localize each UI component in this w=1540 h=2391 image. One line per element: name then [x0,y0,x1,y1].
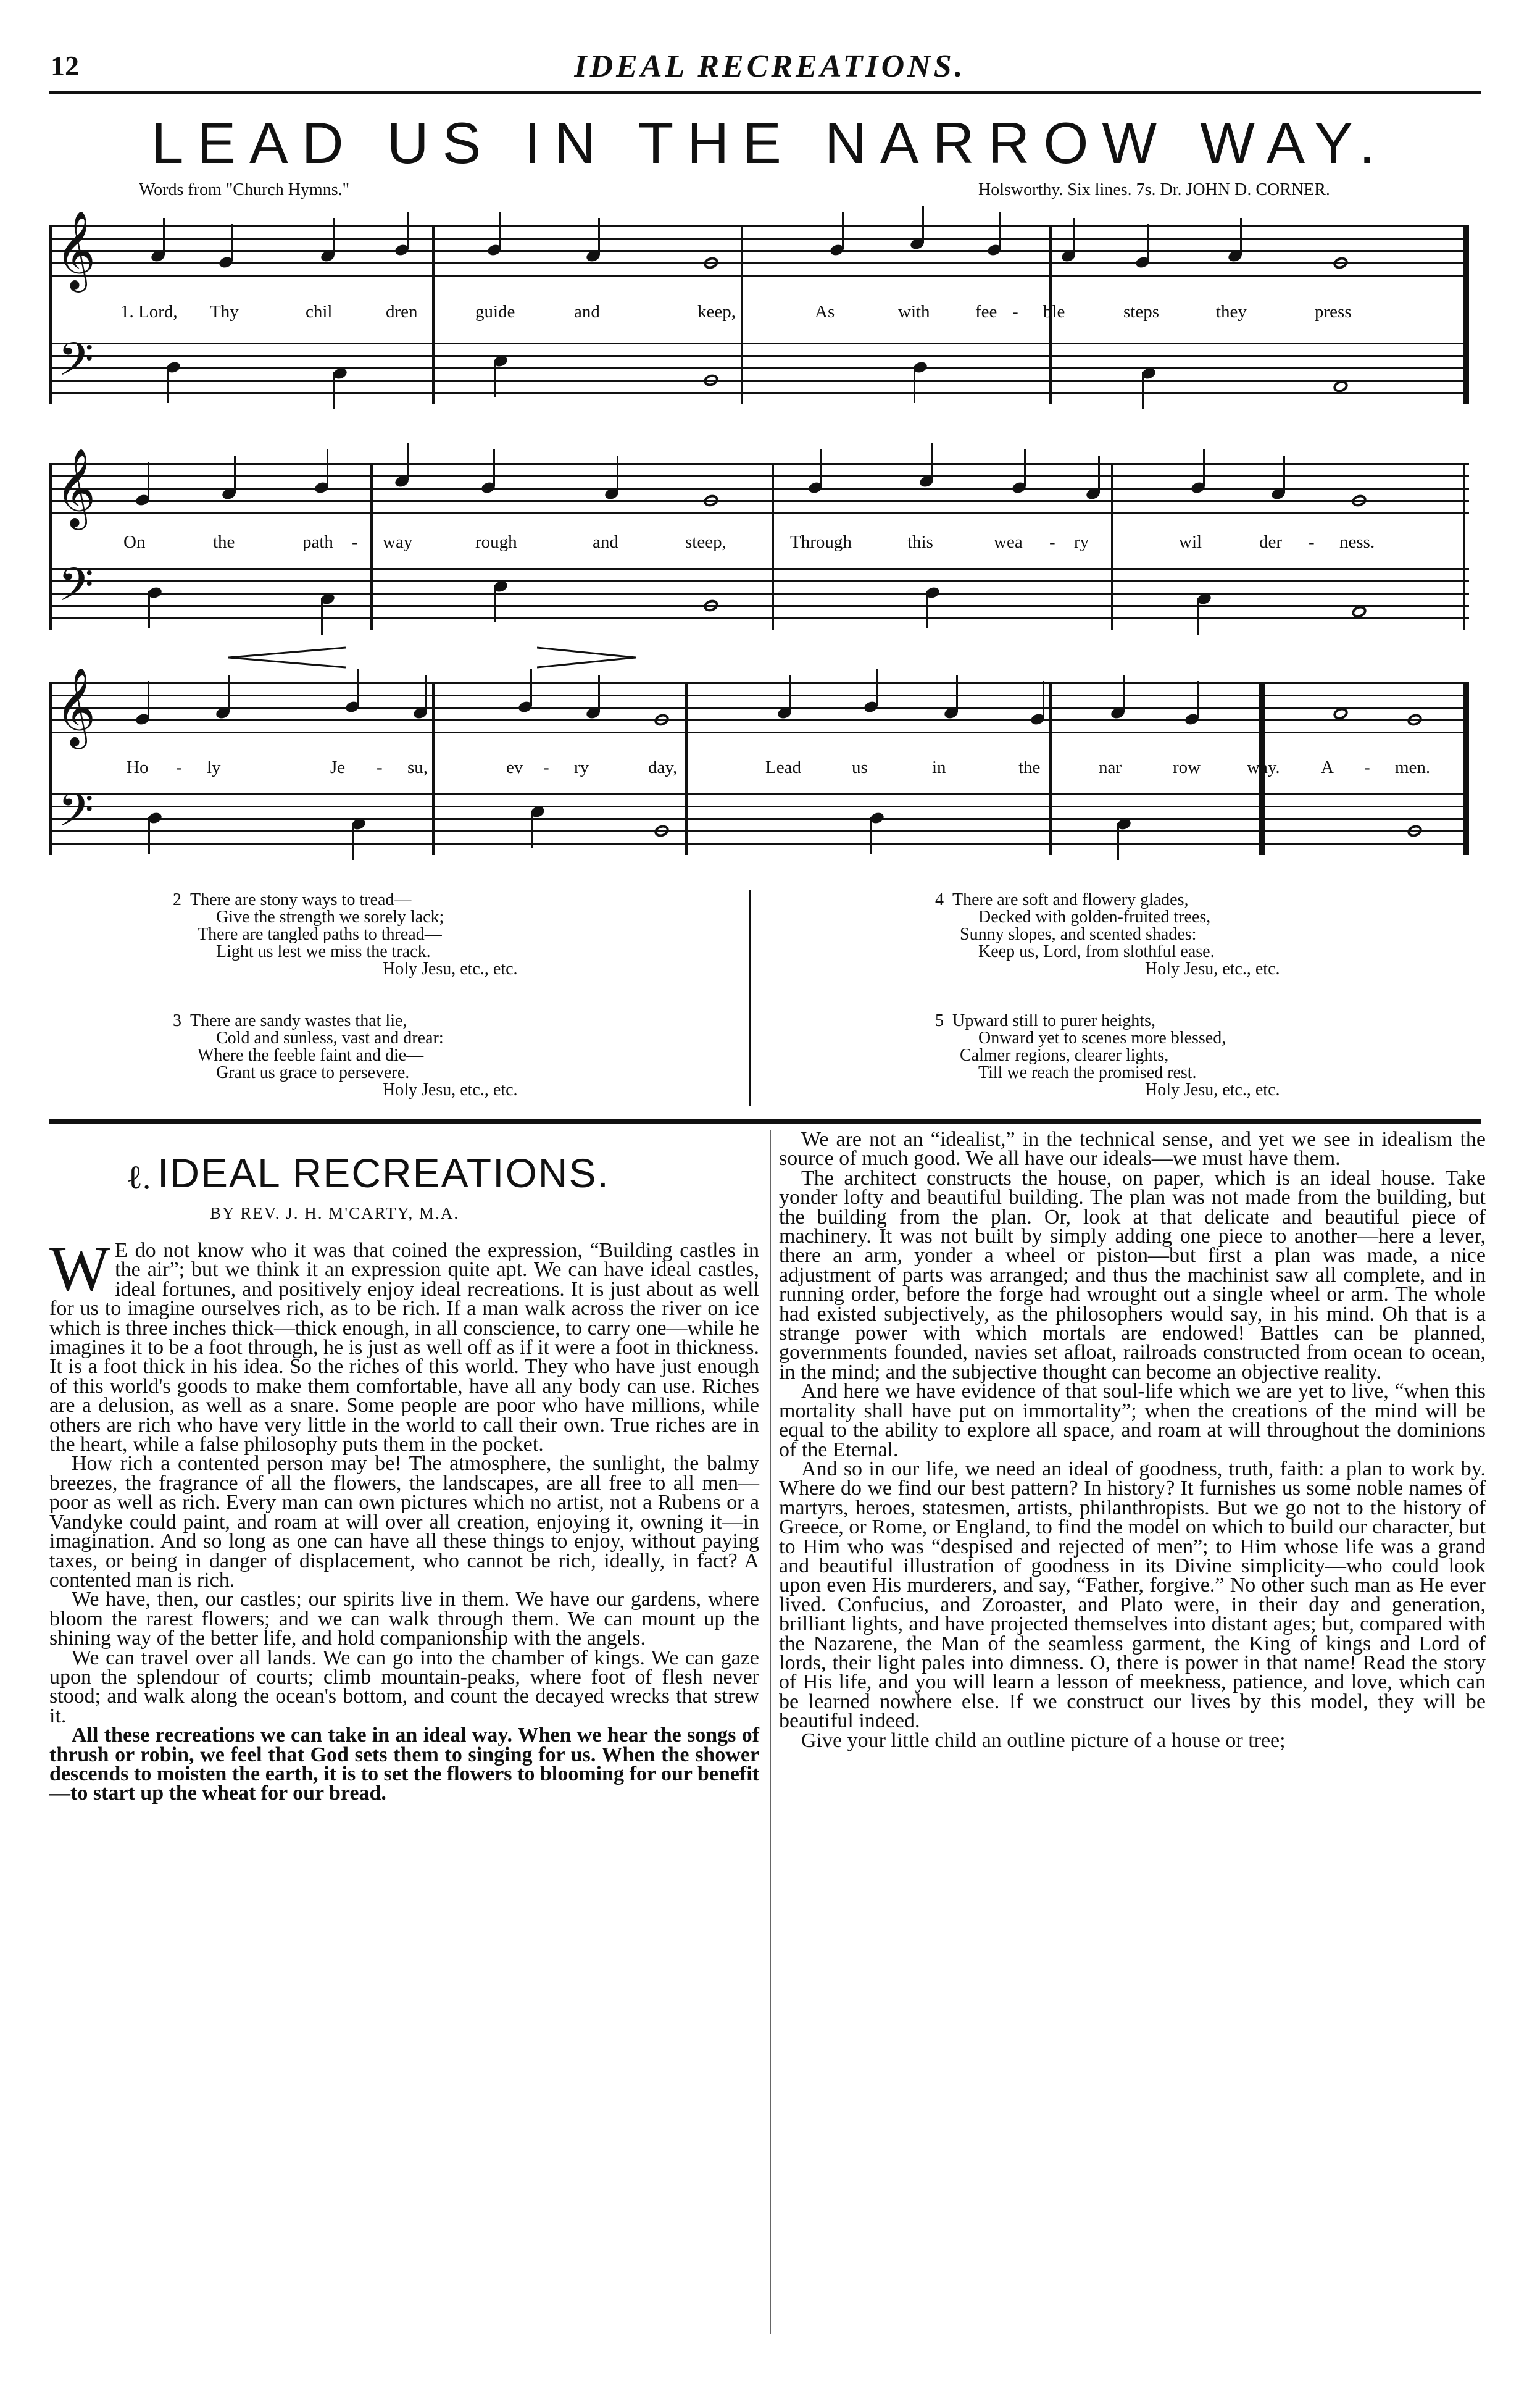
staff-line [49,682,1469,684]
crescendo-icon [228,645,346,670]
bass-staff [49,783,1469,855]
note-stem [842,212,844,249]
article-heading-mark: ℓ. [127,1159,151,1196]
note-stem [922,206,924,243]
staff-line [49,463,1469,465]
lyric-row-3 [49,757,1469,782]
staff-line [49,732,1469,733]
lyric-syllable: way [383,532,413,552]
note-stem [1123,675,1125,712]
running-head: IDEAL RECREATIONS. [574,49,966,84]
article-left-column [49,1233,759,1805]
staff-line [49,392,1469,394]
treble-clef-icon: 𝄞 [56,210,96,289]
verse-text: 2 [173,890,181,909]
music-system-1 [49,210,1469,417]
verse-text: There are sandy wastes that lie, [190,1011,407,1030]
article-title: IDEAL RECREATIONS. [157,1150,610,1196]
lyric-syllable: Je [330,757,346,777]
note-stem [499,212,501,249]
lyric-syllable: the [213,532,235,552]
verse-line: There are tangled paths to thread— [198,925,442,944]
staff-line [49,830,1469,832]
lyric-syllable: steps [1123,302,1159,322]
staff-line [49,568,1469,570]
note-stem [1024,449,1026,486]
verse-refrain: Holy Jesu, etc., etc. [1145,1080,1280,1100]
note-stem [1203,449,1205,486]
note-stem [425,675,427,712]
lyric-syllable: in [932,757,946,777]
words-credit: Words from "Church Hymns." [139,180,350,199]
note-stem [352,823,354,860]
note-stem [148,817,150,854]
paragraph: And here we have evidence of that soul-life which we are yet to live, “when this mortality shall have put on immortality”; when the creations of the mind will be equal to the ability to explore all space, and roam at will throughout the dominions of the Eternal. [779,1380,1486,1461]
staff-line [49,488,1469,490]
lyric-syllable: su, [407,757,428,777]
note-stem [870,817,872,854]
lyric-syllable: fee [975,302,997,322]
staff-line [49,367,1469,369]
lyric-syllable: wea [994,532,1023,552]
treble-clef-icon: 𝄞 [56,448,96,527]
note-stem [333,372,335,409]
lyric-syllable: ly [207,757,221,777]
lyric-syllable: and [574,302,600,322]
staff-line [49,275,1469,277]
lyric-syllable: chil [306,302,333,322]
staff-line [49,605,1469,607]
paragraph-text: E do not know who it was that coined the expression, “Building castles in the air”; but we think it an expression quite apt. We can have ideal castles, ideal fortunes, and positively enjoy ideal recreations. It is just about as well for us to imagine ourselves rich, as to be rich. If a man walk across the river on ice which is three inches thick—thick enough, in all conscience, to carry one—while he imagines it to be a foot through, he is just as well off as if it were a foot in thickness. It is a foot thick in his idea. So the riches of this world. They who have just enough of this world's goods to make them comfortable, have all any body can use. Riches are a delusion, as well as a snare. Some people are poor who have millions, while others are rich who have very little in the world to call their own. True riches are in the heart, while a false philosophy puts them in the pocket. [49,1239,759,1456]
paragraph: All these recreations we can take in an ideal way. When we hear the songs of thrush or robin, we feel that God sets them to singing for us. When the shower descends to moisten the earth, it is to set the flowers to blooming for our benefit—to start up the wheat for our bread. [49,1724,759,1805]
lyric-syllable: steep, [685,532,726,552]
treble-staff [49,667,1469,746]
staff-line [49,380,1469,382]
note-stem [617,456,618,493]
drop-cap: W [49,1233,110,1304]
lyric-syllable: ry [574,757,589,777]
lyric-syllable: - [1364,757,1370,777]
staff-line [49,512,1469,514]
note-stem [407,212,409,249]
music-system-3 [49,645,1469,855]
note-stem [1283,456,1285,493]
lyric-syllable: Ho [127,757,149,777]
lyric-syllable: - [176,757,182,777]
note-stem [148,681,149,718]
lyric-syllable: us [852,757,868,777]
note-stem [333,218,335,255]
article-byline: BY REV. J. H. M'CARTY, M.A. [210,1204,460,1222]
lyric-syllable: ev [506,757,523,777]
lyric-syllable: - [1309,532,1315,552]
verse-5 [935,1011,1280,1100]
lyric-syllable: Through [790,532,852,552]
lyric-syllable: ness. [1339,532,1375,552]
staff-line [49,500,1469,502]
staff-line [49,343,1469,344]
staff-line [49,225,1469,227]
paragraph: And so in our life, we need an ideal of goodness, truth, faith: a plan to work by. Where do we find our best pattern? In history? It furnishes us some noble names of martyrs, heroes, statesmen, artists, philanthropists. But we go not to the history of Greece, or Rome, or England, to find the model on which to build our character, but to Him who was “despised and rejected of men”; to Him whose life was a grand and beautiful illustration of goodness in its Divine simplicity—who could look upon even His murderers, and say, “Father, forgive.” No other such man as He ever lived. Confucius, and Zoroaster, and Plato were, in their day and generation, brilliant lights, and have projected themselves into distant ages; but, compared with the Nazarene, the Man of the seamless garment, the King of kings and Lord of lords, their light pales into dimness. O, there is power in that name! Read the story of His life, and you will learn a lesson of meekness, patience, and love, which can be learned nowhere else. If we construct our lives by this model, they will be beautiful indeed. [779,1457,1486,1733]
staff-line [49,580,1469,582]
page-number: 12 [51,50,79,81]
verse-line [173,891,518,909]
note-stem [530,669,532,706]
note-stem [321,598,323,635]
verse-text: 3 [173,1011,181,1030]
note-stem [1142,372,1144,409]
lyric-syllable: - [543,757,549,777]
treble-staff [49,210,1469,289]
note-stem [914,366,915,403]
verse-3 [173,1011,518,1100]
verse-text: There are soft and flowery glades, [952,890,1189,909]
note-stem [876,669,878,706]
lyric-syllable: As [815,302,835,322]
verse-text: 5 [935,1011,944,1030]
treble-clef-icon: 𝄞 [56,667,96,746]
staff-line [49,843,1469,845]
lyric-row-2 [49,532,1469,557]
note-stem [1147,224,1149,261]
paragraph: We have, then, our castles; our spirits live in them. We have our gardens, where bloom the rarest flowers; and we can walk through them. We can mount up the shining way of the better life, and hold companionship with the angels. [49,1588,759,1650]
lyric-syllable: guide [475,302,515,322]
verse-line: Where the feeble faint and die— [198,1046,424,1065]
lyric-syllable: der [1259,532,1283,552]
note-stem [1073,218,1075,255]
bass-staff [49,558,1469,630]
verse-text: There are stony ways to tread— [190,890,412,909]
lyric-syllable: Lead [765,757,801,777]
note-stem [494,585,496,622]
lyric-syllable: with [898,302,930,322]
lyric-syllable: they [1216,302,1247,322]
note-stem [228,675,230,712]
staff-line [49,355,1469,357]
staff-line [49,719,1469,721]
note-stem [931,443,933,480]
staff-line [49,806,1469,807]
verse-text: 4 [935,890,944,909]
note-stem [234,456,236,493]
lyric-syllable: press [1315,302,1352,322]
verse-line [935,891,1280,909]
note-stem [598,675,600,712]
lyric-syllable: On [123,532,146,552]
staff-line [49,695,1469,696]
note-stem [789,675,791,712]
staff-line [49,475,1469,477]
note-stem [999,212,1001,249]
note-stem [1117,823,1119,860]
music-system-2 [49,448,1469,636]
paragraph: We are not an “idealist,” in the technical sense, and yet we see in idealism the source of much good. We all have our ideals—we must have them. [779,1128,1486,1170]
verse-divider [749,890,751,1106]
note-stem [231,224,233,261]
bass-staff [49,333,1469,404]
lyric-syllable: 1. Lord, [120,302,178,322]
paragraph: Give your little child an outline picture of a house or tree; [801,1729,1286,1752]
note-stem [163,218,165,255]
section-rule [49,1119,1481,1124]
verse-line: Onward yet to scenes more blessed, [978,1029,1226,1048]
verse-line: Light us lest we miss the track. [216,942,431,961]
article-right-column [779,1130,1486,1750]
lyric-syllable: men. [1395,757,1431,777]
note-stem [493,449,495,486]
note-stem [598,218,600,255]
lyric-syllable: ry [1074,532,1089,552]
lyric-syllable: - [352,532,358,552]
verse-line: Give the strength we sorely lack; [216,908,444,927]
lyric-syllable: way. [1247,757,1280,777]
lyric-syllable: the [1018,757,1041,777]
lyric-syllable: - [1049,532,1055,552]
lyric-syllable: nar [1099,757,1122,777]
lyric-syllable: Thy [210,302,239,322]
verse-4 [935,890,1280,979]
decrescendo-icon [537,645,636,670]
staff-line [49,262,1469,264]
lyric-syllable: day, [648,757,678,777]
verse-refrain: Holy Jesu, etc., etc. [1145,959,1280,979]
note-stem [1098,456,1100,493]
lyric-syllable: path [302,532,333,552]
lyric-syllable: rough [475,532,517,552]
lyric-syllable: ble [1043,302,1065,322]
verse-line: Sunny slopes, and scented shades: [960,925,1197,944]
verse-line [173,1012,518,1030]
verse-line: Decked with golden-fruited trees, [978,908,1211,927]
note-stem [820,449,822,486]
note-stem [167,366,169,403]
verse-text: Upward still to purer heights, [952,1011,1155,1030]
paragraph [49,1233,759,1456]
lyric-syllable: dren [386,302,418,322]
paragraph: How rich a contented person may be! The atmosphere, the sunlight, the balmy breezes, the fragrance of all the flowers, the landscapes, are all free to all men—poor as well as rich. Every man can own pictures which no artist, not a Rubens or a Vandyke could paint, and roam at will over all creation, enjoying it, owning it—in imagination. And so long as one can have all these things to enjoy, without paying taxes, or being in danger of displacement, who cannot be rich, ideally, in fact? A contented man is rich. [49,1452,759,1592]
header-rule [49,91,1481,94]
treble-staff [49,448,1469,527]
note-stem [1197,681,1199,718]
verse-line [935,1012,1280,1030]
lyric-syllable: this [907,532,933,552]
staff-line [49,250,1469,252]
lyric-syllable: wil [1179,532,1202,552]
verse-refrain: Holy Jesu, etc., etc. [383,1080,518,1100]
paragraph: The architect constructs the house, on paper, which is an ideal house. Take yonder lofty and beautiful building. The plan was not made from the building, but the building from the plan. Or, look at that delicate and beautiful piece of machinery. It was not built by simply adding one piece to another—here a lever, there an arm, yonder a wheel or piston—but first a plan was made, a nice adjustment of parts was arranged; and thus the machinist saw all complete, and in running order, before the forge had wrought out a single wheel or arm. The whole had existed subjectively, as the philosophers would say, in his mind. Oh that is a strange power with which mortals are endowed! Battles can be planned, governments founded, navies set afloat, railroads constructed from ocean to ocean, in the mind; and the subjective thought can become an objective reality. [779,1166,1486,1383]
verse-line: Calmer regions, clearer lights, [960,1046,1169,1065]
note-stem [956,675,958,712]
verse-line: Keep us, Lord, from slothful ease. [978,942,1215,961]
note-stem [357,669,359,706]
lyric-syllable: - [1012,302,1018,322]
lyric-syllable: keep, [697,302,736,322]
lyric-row-1 [49,302,1469,327]
staff-line [49,818,1469,820]
staff-line [49,593,1469,595]
verse-line: Grant us grace to persevere. [216,1063,410,1082]
column-divider [770,1130,771,2334]
verse-2 [173,890,518,979]
lyric-syllable: row [1173,757,1201,777]
note-stem [531,811,533,848]
hymn-title: LEAD US IN THE NARROW WAY. [151,111,1389,175]
note-stem [327,449,328,486]
verse-line: Till we reach the promised rest. [978,1063,1197,1082]
note-stem [407,443,409,480]
lyric-syllable: A [1321,757,1334,777]
bass-clef-icon: 𝄢 [58,333,94,398]
music-credit: Holsworthy. Six lines. 7s. Dr. JOHN D. CORNER. [978,180,1330,199]
note-stem [494,360,496,397]
note-stem [148,591,150,628]
verse-line: Cold and sunless, vast and drear: [216,1029,444,1048]
note-stem [1043,681,1044,718]
bass-clef-icon: 𝄢 [58,558,94,623]
staff-line [49,617,1469,619]
lyric-syllable: - [377,757,383,777]
note-stem [1240,218,1242,255]
verse-refrain: Holy Jesu, etc., etc. [383,959,518,979]
staff-line [49,707,1469,709]
note-stem [926,591,928,628]
paragraph: We can travel over all lands. We can go into the chamber of kings. We can gaze upon the splendour of courts; climb mountain-peaks, where foot of flesh never stood; and walk along the ocean's bottom, and count the decayed wrecks that strew it. [49,1646,759,1727]
staff-line [49,238,1469,240]
note-stem [1197,598,1199,635]
lyric-syllable: and [593,532,618,552]
bass-clef-icon: 𝄢 [58,783,94,848]
staff-line [49,793,1469,795]
note-stem [148,462,149,499]
